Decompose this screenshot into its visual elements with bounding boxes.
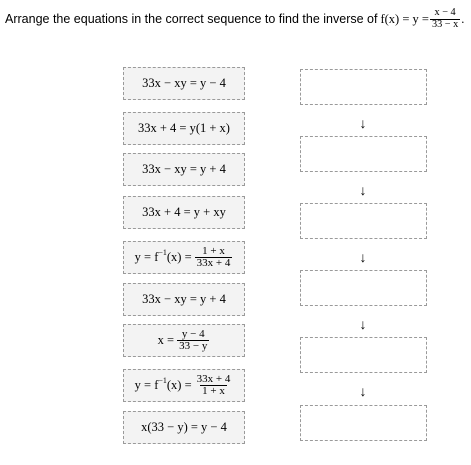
- drop-slot[interactable]: [300, 337, 427, 373]
- prompt-text: Arrange the equations in the correct sequence to find the inverse of: [5, 12, 378, 26]
- equation-text: 33x − xy = y + 4: [142, 162, 226, 176]
- equation-math: [135, 374, 234, 397]
- equation-fraction: [195, 246, 233, 269]
- drop-slot[interactable]: [300, 405, 427, 441]
- prompt-period: .: [461, 11, 465, 26]
- drop-slot[interactable]: [300, 203, 427, 239]
- equation-text: 33x + 4 = y + xy: [142, 205, 226, 219]
- equation-fraction: [195, 374, 233, 397]
- equation-card[interactable]: [123, 369, 245, 402]
- equation-card[interactable]: [123, 112, 245, 145]
- equation-card[interactable]: [123, 324, 245, 357]
- function-expression: [380, 8, 464, 30]
- equation-math: [142, 76, 226, 91]
- down-arrow-icon: ↓: [359, 115, 367, 131]
- equation-card[interactable]: [123, 67, 245, 100]
- function-lhs: f(x) = y =: [380, 11, 429, 26]
- fraction-denominator: 1 + x: [202, 385, 225, 397]
- fraction-denominator: 33 − y: [179, 340, 208, 352]
- function-denominator: 33 − x: [431, 18, 459, 30]
- fraction-numerator: 33x + 4: [196, 373, 231, 385]
- equation-card[interactable]: [123, 196, 245, 229]
- equation-math: [138, 121, 230, 136]
- drop-slot[interactable]: [300, 69, 427, 105]
- fraction-denominator: 33x + 4: [196, 257, 231, 269]
- equation-text: 33x − xy = y + 4: [142, 292, 226, 306]
- equation-math: [158, 329, 211, 352]
- equation-lhs: y = f: [134, 378, 159, 392]
- equation-lhs-tail: (x) =: [166, 378, 192, 392]
- equation-text: x(33 − y) = y − 4: [141, 420, 227, 434]
- equation-math: [142, 292, 226, 307]
- equation-card[interactable]: [123, 153, 245, 186]
- equation-card[interactable]: [123, 411, 245, 444]
- equation-math: [135, 246, 234, 269]
- equation-lhs: y = f: [134, 250, 159, 264]
- inverse-superscript: −1: [158, 248, 167, 257]
- equation-math: [142, 205, 226, 220]
- fraction-numerator: y − 4: [181, 328, 205, 340]
- question-prompt: [5, 6, 467, 32]
- function-numerator: x − 4: [434, 7, 456, 19]
- equation-fraction: [177, 329, 209, 352]
- drop-slot[interactable]: [300, 270, 427, 306]
- down-arrow-icon: ↓: [359, 316, 367, 332]
- down-arrow-icon: ↓: [359, 383, 367, 399]
- equation-math: [141, 420, 227, 435]
- equation-card[interactable]: [123, 283, 245, 316]
- down-arrow-icon: ↓: [359, 182, 367, 198]
- equation-lhs-tail: (x) =: [166, 250, 192, 264]
- equation-text: 33x + 4 = y(1 + x): [138, 121, 230, 135]
- equation-card[interactable]: [123, 241, 245, 274]
- function-fraction: [430, 8, 460, 30]
- equation-lhs: x =: [157, 333, 175, 347]
- drop-slot[interactable]: [300, 136, 427, 172]
- equation-math: [142, 162, 226, 177]
- down-arrow-icon: ↓: [359, 249, 367, 265]
- inverse-superscript: −1: [158, 376, 167, 385]
- equation-text: 33x − xy = y − 4: [142, 76, 226, 90]
- fraction-numerator: 1 + x: [202, 245, 225, 257]
